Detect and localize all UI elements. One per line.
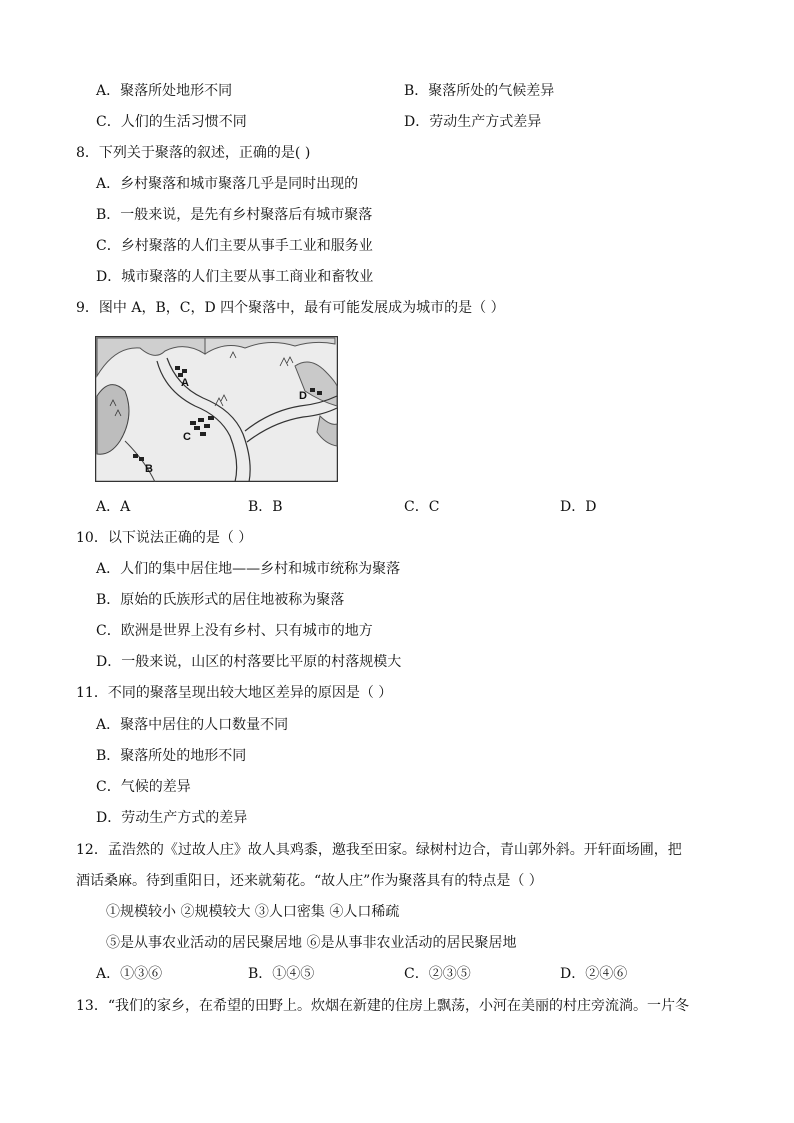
q12-option-b[interactable]: B．①④⑤ bbox=[248, 966, 315, 982]
q7-option-b[interactable]: B．聚落所处的气候差异 bbox=[404, 83, 555, 99]
q12-stem-line1: 12．孟浩然的《过故人庄》故人具鸡黍，邀我至田家。绿树村边合，青山郭外斜。开轩面场圃，把 bbox=[76, 842, 682, 858]
q8-option-a[interactable]: A．乡村聚落和城市聚落几乎是同时出现的 bbox=[96, 176, 359, 192]
q10-option-d[interactable]: D．一般来说，山区的村落要比平原的村落规模大 bbox=[96, 654, 402, 670]
q8-option-d[interactable]: D．城市聚落的人们主要从事工商业和畜牧业 bbox=[96, 269, 374, 285]
q9-option-b[interactable]: B．B bbox=[248, 499, 283, 515]
q11-stem: 11．不同的聚落呈现出较大地区差异的原因是（ ） bbox=[76, 685, 393, 701]
map-label-b: B bbox=[145, 463, 153, 475]
q12-option-a[interactable]: A．①③⑥ bbox=[96, 966, 163, 982]
q7-option-c[interactable]: C．人们的生活习惯不同 bbox=[96, 114, 247, 130]
q7-option-d[interactable]: D．劳动生产方式差异 bbox=[404, 114, 542, 130]
q9-option-c[interactable]: C．C bbox=[404, 499, 440, 515]
q11-option-d[interactable]: D．劳动生产方式的差异 bbox=[96, 810, 248, 826]
q12-stem-line2: 酒话桑麻。待到重阳日，还来就菊花。“故人庄”作为聚落具有的特点是（ ） bbox=[76, 873, 543, 889]
map-label-c: C bbox=[183, 431, 191, 443]
q12-items-line1: ①规模较小 ②规模较大 ③人口密集 ④人口稀疏 bbox=[106, 904, 400, 920]
q12-option-c[interactable]: C．②③⑤ bbox=[404, 966, 471, 982]
q11-option-b[interactable]: B．聚落所处的地形不同 bbox=[96, 748, 247, 764]
q9-stem: 9．图中 A，B，C，D 四个聚落中，最有可能发展成为城市的是（ ） bbox=[76, 300, 505, 316]
q12-items-line2: ⑤是从事农业活动的居民聚居地 ⑥是从事非农业活动的居民聚居地 bbox=[106, 935, 517, 951]
q8-stem: 8．下列关于聚落的叙述，正确的是( ) bbox=[76, 145, 311, 161]
map-label-d: D bbox=[299, 390, 307, 402]
q10-option-b[interactable]: B．原始的氏族形式的居住地被称为聚落 bbox=[96, 592, 345, 608]
settlement-map bbox=[95, 336, 338, 482]
q12-option-d[interactable]: D．②④⑥ bbox=[560, 966, 628, 982]
map-label-a: A bbox=[181, 377, 189, 389]
q11-option-c[interactable]: C．气候的差异 bbox=[96, 779, 191, 795]
q9-option-a[interactable]: A．A bbox=[96, 499, 131, 515]
q10-option-a[interactable]: A．人们的集中居住地——乡村和城市统称为聚落 bbox=[96, 561, 401, 577]
q8-option-c[interactable]: C．乡村聚落的人们主要从事手工业和服务业 bbox=[96, 238, 373, 254]
q9-option-d[interactable]: D．D bbox=[560, 499, 597, 515]
q8-option-b[interactable]: B．一般来说，是先有乡村聚落后有城市聚落 bbox=[96, 207, 373, 223]
q7-option-a[interactable]: A．聚落所处地形不同 bbox=[96, 83, 233, 99]
q11-option-a[interactable]: A．聚落中居住的人口数量不同 bbox=[96, 717, 289, 733]
q13-stem-line1: 13．“我们的家乡，在希望的田野上。炊烟在新建的住房上飘荡，小河在美丽的村庄旁流淌。一片冬 bbox=[76, 998, 689, 1014]
q10-option-c[interactable]: C．欧洲是世界上没有乡村、只有城市的地方 bbox=[96, 623, 373, 639]
q10-stem: 10．以下说法正确的是（ ） bbox=[76, 530, 253, 546]
